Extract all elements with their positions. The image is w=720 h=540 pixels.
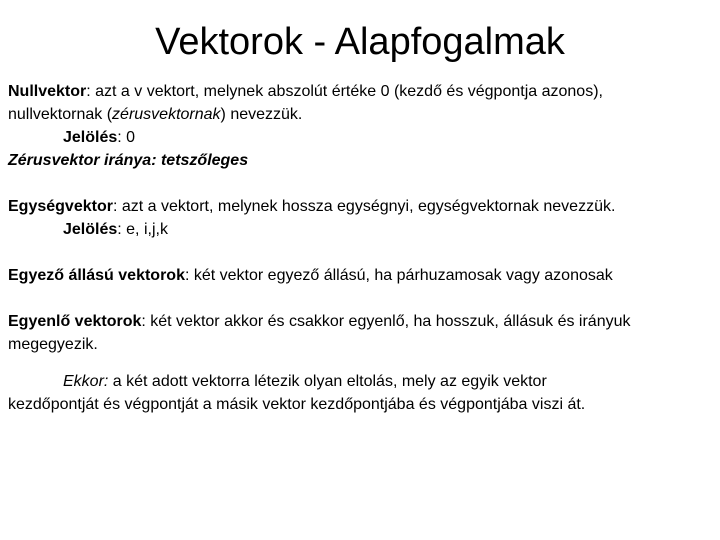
nullvektor-notation-value: : 0 [117, 129, 136, 146]
egyenlo-ekkor-line2: kezdőpontját és végpontját a másik vektor kezdőpontjába és végpontjába viszi át. [8, 396, 586, 413]
nullvektor-definition-line2 [8, 103, 714, 126]
egyenlo-definition-line2: megegyezik. [8, 336, 98, 353]
nullvektor-direction-value: : tetszőleges [151, 152, 249, 169]
egyezo-term: Egyező állású vektorok [8, 267, 185, 284]
egyenlo-ekkor-label: Ekkor: [63, 373, 109, 390]
egysegvektor-definition [8, 195, 714, 218]
nullvektor-text2a: nullvektornak ( [8, 106, 113, 123]
nullvektor-definition-line1 [8, 80, 714, 103]
egyenlo-term: Egyenlő vektorok [8, 313, 142, 330]
page-title: Vektorok - Alapfogalmak [155, 21, 565, 63]
egyenlo-text1: : két vektor akkor és csakkor egyenlő, ha hosszuk, állásuk és irányuk [141, 313, 631, 330]
egysegvektor-notation [8, 218, 714, 241]
nullvektor-notation-label: Jelölés [63, 129, 118, 146]
egyenlo-ekkor-line1 [8, 370, 714, 393]
egyezo-definition [8, 264, 714, 287]
egysegvektor-notation-value: : e, i,j,k [117, 221, 168, 238]
spacer [8, 172, 714, 195]
nullvektor-italic-term: zérusvektornak [112, 106, 221, 123]
nullvektor-term: Nullvektor [8, 83, 87, 100]
egyenlo-ekkor-text1: a két adott vektorra létezik olyan eltolás, mely az egyik vektor [108, 373, 547, 390]
nullvektor-direction [8, 149, 714, 172]
egysegvektor-term: Egységvektor [8, 198, 113, 215]
spacer [8, 241, 714, 264]
nullvektor-direction-label: Zérusvektor iránya [8, 152, 152, 169]
nullvektor-text1: : azt a v vektort, melynek abszolút értéke 0 (kezdő és végpontja azonos), [86, 83, 603, 100]
egysegvektor-text: : azt a vektort, melynek hossza egységnyi, egységvektornak nevezzük. [112, 198, 616, 215]
slide-content [8, 80, 714, 416]
nullvektor-text2b: ) nevezzük. [220, 106, 303, 123]
egyezo-text: : két vektor egyező állású, ha párhuzamosak vagy azonosak [184, 267, 613, 284]
nullvektor-notation [8, 126, 714, 149]
spacer [8, 356, 714, 370]
spacer [8, 287, 714, 310]
egysegvektor-notation-label: Jelölés [63, 221, 118, 238]
egyenlo-definition-line1 [8, 310, 714, 333]
